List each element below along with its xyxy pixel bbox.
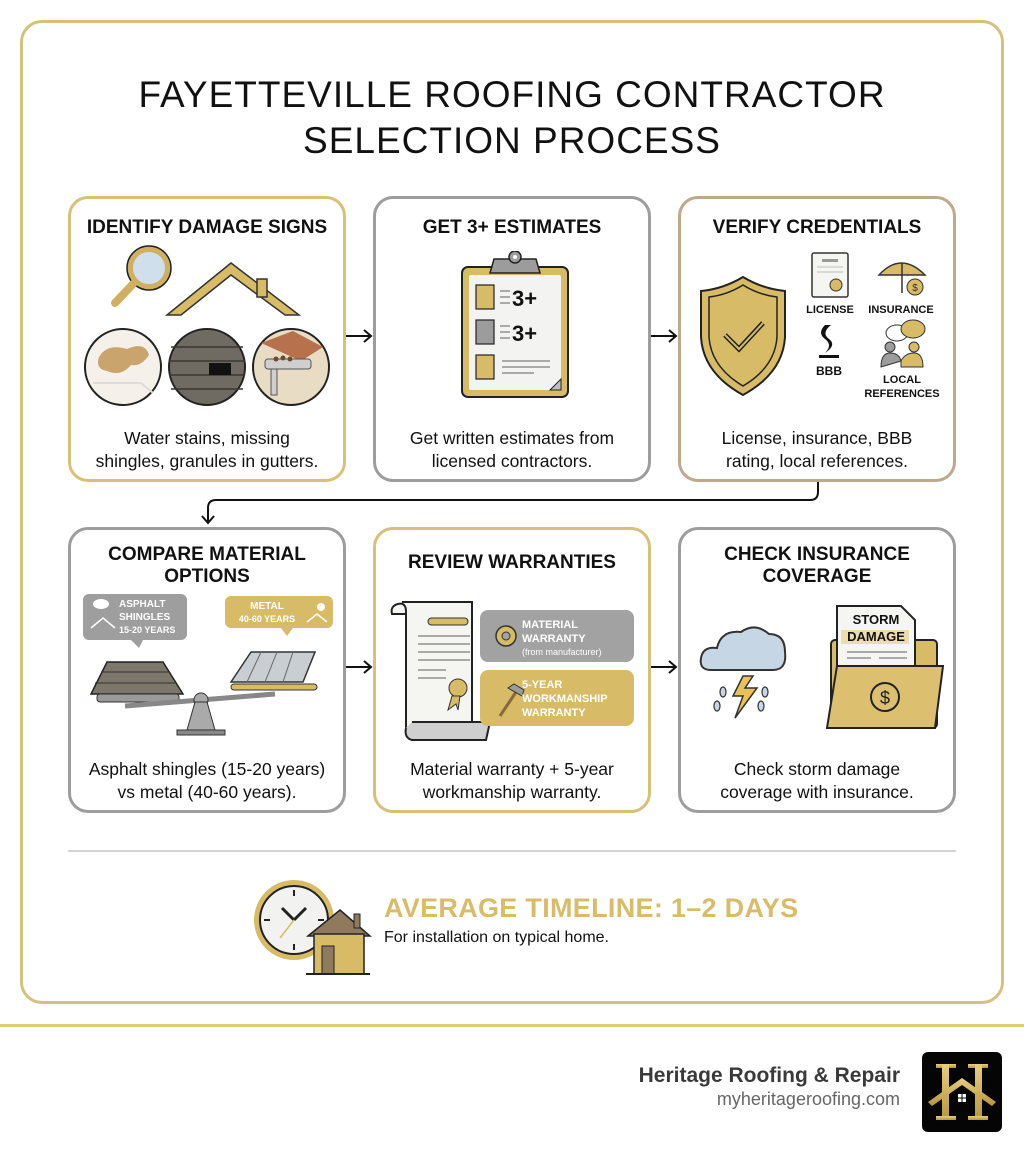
step-description: Get written estimates from licensed contractors. — [409, 428, 615, 471]
water-stain-icon — [85, 329, 161, 405]
material-warranty-banner — [480, 610, 634, 662]
clock-house-icon — [252, 876, 372, 986]
step-card-compare-materials — [68, 527, 346, 813]
damage-signs-illustration — [71, 243, 343, 413]
svg-text:ASPHALT: ASPHALT — [119, 599, 166, 610]
svg-text:LOCAL: LOCAL — [883, 374, 921, 386]
roof-icon — [167, 263, 299, 315]
timeline-title: AVERAGE TIMELINE: 1–2 DAYS — [384, 893, 799, 923]
svg-text:WARRANTY: WARRANTY — [522, 633, 586, 645]
footer-rule — [0, 1024, 1024, 1027]
arrow-right-icon — [651, 329, 679, 343]
svg-text:$: $ — [879, 688, 891, 708]
svg-text:15-20 YEARS: 15-20 YEARS — [119, 625, 176, 635]
step-title: REVIEW WARRANTIES — [408, 552, 616, 573]
metal-roof-icon — [231, 652, 317, 690]
metal-badge — [225, 596, 333, 636]
bbb-logo-icon — [819, 325, 839, 358]
svg-text:DAMAGE: DAMAGE — [847, 629, 905, 644]
brand-name: Heritage Roofing & Repair — [638, 1064, 900, 1087]
insurance-umbrella-icon — [879, 263, 925, 295]
step-description: License, insurance, BBB rating, local references. — [721, 428, 913, 471]
svg-text:MATERIAL: MATERIAL — [522, 619, 579, 631]
workmanship-warranty-banner — [480, 670, 634, 726]
svg-text:INSURANCE: INSURANCE — [868, 304, 934, 316]
svg-text:METAL: METAL — [250, 601, 284, 612]
svg-text:BBB: BBB — [816, 364, 842, 378]
svg-text:WORKMANSHIP: WORKMANSHIP — [522, 693, 608, 705]
svg-text:LICENSE: LICENSE — [806, 304, 854, 316]
warranty-illustration — [376, 592, 648, 742]
svg-text:WARRANTY: WARRANTY — [522, 707, 586, 719]
svg-text:3+: 3+ — [512, 286, 538, 311]
svg-text:5-YEAR: 5-YEAR — [522, 679, 563, 691]
shield-check-icon — [701, 277, 785, 395]
step-description: Water stains, missing shingles, granules in gutters. — [95, 428, 319, 471]
step-description: Material warranty + 5-year workmanship warranty. — [410, 759, 614, 802]
step-title: COMPARE MATERIAL OPTIONS — [108, 544, 306, 587]
svg-text:STORM: STORM — [852, 612, 900, 627]
local-references-icon — [881, 320, 925, 367]
storm-cloud-icon — [701, 627, 786, 718]
asphalt-shingles-icon — [91, 662, 183, 702]
step-description: Asphalt shingles (15-20 years) vs metal (40-60 years). — [88, 759, 326, 802]
arrow-right-icon — [651, 660, 679, 674]
svg-text:3+: 3+ — [512, 321, 538, 346]
title-line-1: FAYETTEVILLE ROOFING CONTRACTOR — [138, 74, 886, 115]
asphalt-badge — [83, 594, 187, 648]
section-divider — [68, 850, 956, 852]
clipboard-icon — [454, 251, 574, 401]
step-card-identify-damage — [68, 196, 346, 482]
license-icon — [812, 253, 848, 297]
step-card-check-insurance — [678, 527, 956, 813]
step-card-verify-credentials — [678, 196, 956, 482]
svg-text:SHINGLES: SHINGLES — [119, 612, 171, 623]
heritage-h-house-logo-icon — [922, 1052, 1002, 1132]
step-title: VERIFY CREDENTIALS — [712, 217, 922, 238]
step-title: GET 3+ ESTIMATES — [422, 217, 602, 238]
step-description: Check storm damage coverage with insurance. — [720, 759, 914, 802]
svg-text:(from manufacturer): (from manufacturer) — [522, 647, 602, 657]
certificate-scroll-icon — [392, 602, 490, 740]
missing-shingle-icon — [169, 329, 245, 405]
step-title: IDENTIFY DAMAGE SIGNS — [86, 217, 328, 238]
brand-url[interactable]: myheritageroofing.com — [716, 1089, 900, 1109]
connector-down-arrow-icon — [198, 482, 828, 527]
gutter-granules-icon — [253, 329, 329, 405]
arrow-right-icon — [346, 660, 374, 674]
svg-text:40-60 YEARS: 40-60 YEARS — [238, 614, 296, 624]
step-card-review-warranties — [373, 527, 651, 813]
step-title: CHECK INSURANCE COVERAGE — [724, 544, 910, 587]
timeline-subtitle: For installation on typical home. — [384, 929, 609, 946]
title-line-2: SELECTION PROCESS — [303, 120, 721, 161]
svg-text:REFERENCES: REFERENCES — [864, 388, 940, 400]
brand-logo — [922, 1052, 1002, 1132]
insurance-folder-icon — [827, 606, 943, 728]
credentials-illustration — [681, 247, 953, 417]
step-card-get-estimates — [373, 196, 651, 482]
magnifier-icon — [115, 246, 171, 303]
arrow-right-icon — [346, 329, 374, 343]
page-title — [0, 72, 1024, 164]
material-comparison-illustration — [71, 590, 343, 750]
svg-text:$: $ — [912, 283, 918, 294]
insurance-illustration — [681, 600, 953, 740]
